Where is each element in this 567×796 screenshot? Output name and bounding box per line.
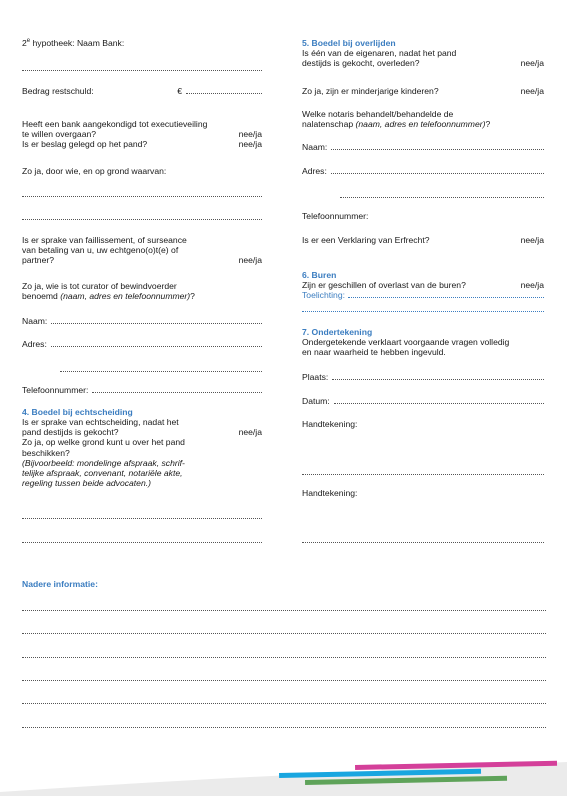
notaris-adres-label: Adres: [302, 166, 327, 176]
erfrecht-answer[interactable]: nee/ja [520, 235, 544, 245]
grond-field-2[interactable] [22, 542, 262, 543]
handtekening-label-2: Handtekening: [302, 488, 358, 498]
echtscheiding-answer[interactable]: nee/ja [238, 427, 262, 438]
plaats-field[interactable] [332, 379, 544, 380]
toelichting-field-1[interactable] [348, 297, 544, 298]
curator-telefoon-row [22, 385, 262, 395]
notaris-question: Welke notaris behandelt/behandelde de nalatenschap (naam, adres en telefoonnummer)? [302, 109, 491, 130]
grond-field-1[interactable] [22, 518, 262, 519]
notaris-naam-field[interactable] [331, 149, 544, 150]
overlijden-answer[interactable]: nee/ja [520, 58, 544, 69]
bedrag-field[interactable] [186, 93, 262, 94]
nadere-informatie-line[interactable] [22, 610, 546, 611]
hypotheek-number: 2 [22, 38, 27, 48]
notaris-adres-field-2[interactable] [340, 197, 544, 198]
curator-telefoon-label: Telefoonnummer: [22, 385, 89, 395]
toelichting-row [302, 290, 544, 300]
overlijden-question: Is één van de eigenaren, nadat het pand destijds is gekocht, overleden? nee/ja [302, 48, 544, 69]
curator-question: Zo ja, wie is tot curator of bewindvoerder benoemd (naam, adres en telefoonnummer)? [22, 281, 195, 302]
nadere-informatie-title: Nadere informatie: [22, 579, 98, 589]
nadere-informatie-line[interactable] [22, 703, 546, 704]
nadere-informatie-line[interactable] [22, 657, 546, 658]
bedrag-row [22, 86, 262, 96]
curator-adres-field-2[interactable] [60, 371, 262, 372]
notaris-naam-label: Naam: [302, 142, 328, 152]
curator-naam-field[interactable] [51, 323, 262, 324]
executie-answer[interactable]: nee/ja [238, 129, 262, 140]
ondertekening-text: Ondergetekende verklaart voorgaande vragen volledig en naar waarheid te hebben ingevuld. [302, 337, 510, 358]
nadere-informatie-line[interactable] [22, 680, 546, 681]
section-7-title: 7. Ondertekening [302, 327, 373, 337]
notaris-telefoon-label: Telefoonnummer: [302, 211, 369, 221]
executie-question: Heeft een bank aangekondigd tot executieveiling te willen overgaan? nee/ja Is er beslag gelegd op het pand? nee/ja [22, 119, 262, 150]
hypotheek-label [22, 38, 262, 48]
door-wie-field-2[interactable] [22, 219, 262, 220]
curator-telefoon-field[interactable] [92, 392, 262, 393]
plaats-row [302, 372, 544, 382]
beslag-question: Is er beslag gelegd op het pand? [22, 139, 148, 150]
beslag-answer[interactable]: nee/ja [238, 139, 262, 150]
handtekening-label-1: Handtekening: [302, 419, 358, 429]
curator-naam-label: Naam: [22, 316, 48, 326]
bank-name-field[interactable] [22, 70, 262, 71]
hypotheek-sup: e [26, 38, 31, 45]
minderjarig-answer[interactable]: nee/ja [520, 86, 544, 96]
door-wie-label: Zo ja, door wie, en op grond waarvan: [22, 166, 167, 176]
erfrecht-question: Is er een Verklaring van Erfrecht? nee/ja [302, 235, 544, 245]
curator-adres-field-1[interactable] [51, 346, 262, 347]
faillissement-question: Is er sprake van faillissement, of surseance van betaling van u, uw echtgeno(o)t(e) of partner? nee/ja [22, 235, 262, 266]
handtekening-field-1[interactable] [302, 474, 544, 475]
datum-row [302, 396, 544, 406]
buren-question: Zijn er geschillen of overlast van de buren? nee/ja [302, 280, 544, 290]
curator-adres-label: Adres: [22, 339, 47, 349]
buren-answer[interactable]: nee/ja [520, 280, 544, 290]
door-wie-field-1[interactable] [22, 196, 262, 197]
notaris-adres-row [302, 166, 544, 176]
curator-adres-row [22, 339, 262, 349]
notaris-adres-field-1[interactable] [331, 173, 544, 174]
notaris-naam-row [302, 142, 544, 152]
toelichting-field-2[interactable] [302, 311, 544, 312]
plaats-label: Plaats: [302, 372, 329, 382]
nadere-informatie-line[interactable] [22, 633, 546, 634]
section-4-body: Is er sprake van echtscheiding, nadat het pand destijds is gekocht? nee/ja Zo ja, op welke grond kunt u over het pand beschikken? (Bijvoorbeeld: mondelinge afspraak, schrif- telijke afspraak, convenant, notariële akte, regeling tussen beide advocaten.) [22, 417, 262, 489]
section-5-title: 5. Boedel bij overlijden [302, 38, 396, 48]
hypotheek-text: hypotheek: Naam Bank: [30, 38, 125, 48]
curator-naam-row [22, 316, 262, 326]
handtekening-field-2[interactable] [302, 542, 544, 543]
faillissement-answer[interactable]: nee/ja [238, 255, 262, 266]
section-4-title: 4. Boedel bij echtscheiding [22, 407, 133, 417]
footer-decoration [0, 756, 567, 796]
datum-field[interactable] [334, 403, 544, 404]
euro-sign: € [177, 86, 182, 96]
toelichting-label: Toelichting: [302, 290, 345, 300]
minderjarig-question: Zo ja, zijn er minderjarige kinderen? nee/ja [302, 86, 544, 96]
nadere-informatie-line[interactable] [22, 727, 546, 728]
bedrag-label: Bedrag restschuld: [22, 86, 94, 96]
datum-label: Datum: [302, 396, 330, 406]
section-6-title: 6. Buren [302, 270, 337, 280]
